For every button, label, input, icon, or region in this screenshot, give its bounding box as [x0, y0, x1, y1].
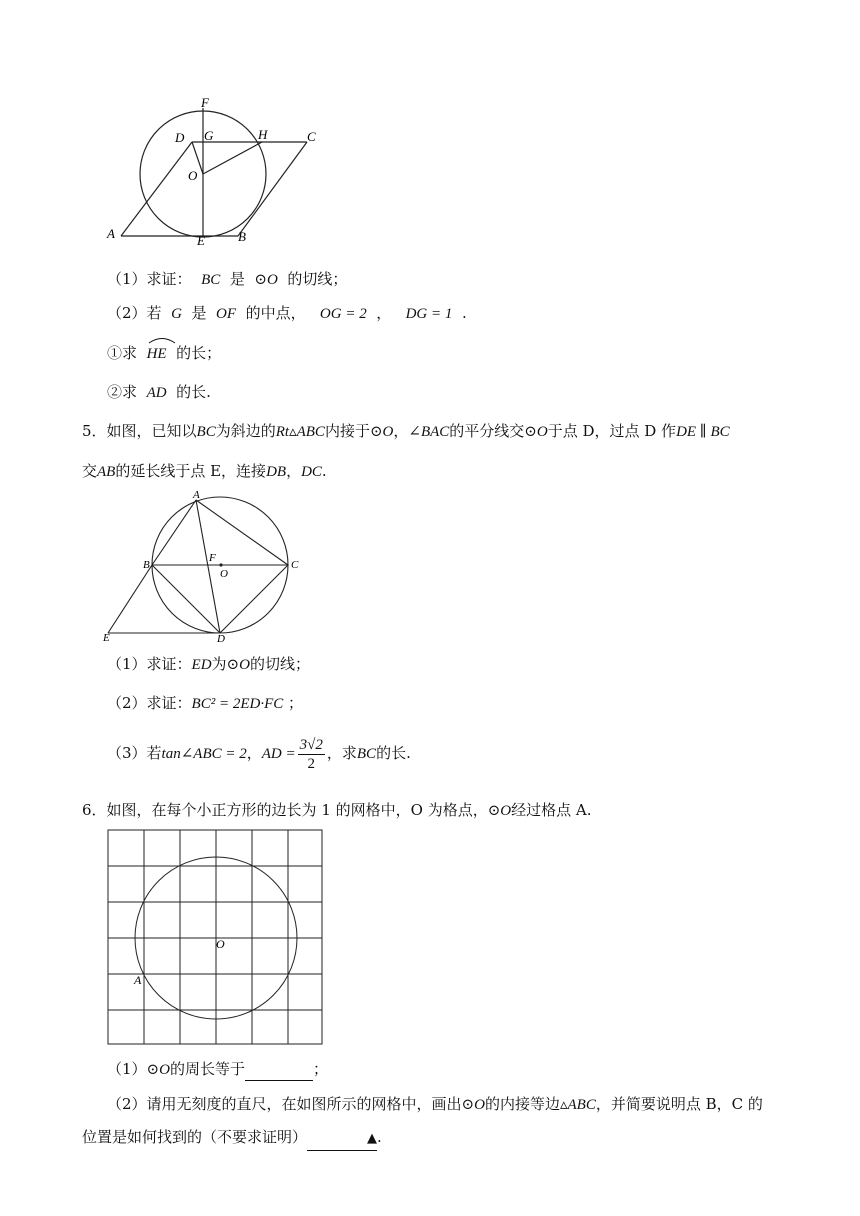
q5-stem-line2: 交AB的延长线于点 E，连接DB，DC.: [82, 462, 327, 480]
label-a: A: [107, 226, 115, 241]
q6-part2-cont: 位置是如何找到的（不要求证明） ▲.: [82, 1126, 382, 1151]
q4-part2: （2）若 G 是 OF 的中点， OG = 2 ， DG = 1 .: [107, 304, 467, 322]
label-g: G: [204, 128, 214, 143]
label-a-q5: A: [193, 489, 200, 501]
label-a-q6: A: [134, 973, 142, 987]
q4-sub1: ①求 HE 的长；: [107, 342, 221, 365]
q5-stem-line1: 5．如图，已知以BC为斜边的Rt▵ABC内接于⊙O，∠BAC的平分线交⊙O于点 D，过点 D 作DE ∥ BC: [82, 422, 730, 440]
label-f: F: [201, 95, 209, 110]
label-d: D: [175, 130, 185, 145]
label-o: O: [188, 168, 198, 183]
q5-part1: （1）求证：ED为⊙O的切线；: [107, 655, 310, 673]
label-e-q5: E: [103, 632, 110, 644]
segment-ad: [121, 142, 192, 236]
label-b-q5: B: [143, 559, 150, 571]
label-c: C: [307, 129, 316, 144]
figure-q6-grid: [0, 825, 860, 1055]
label-c-q5: C: [291, 559, 299, 571]
label-h: H: [258, 127, 268, 142]
label-o-q5: O: [220, 568, 228, 580]
q5-part3: （3）若tan∠ABC = 2，AD = $\frac{3√2}{2}$ ，求BC的长.: [107, 736, 411, 772]
q6-part1: （1）⊙O的周长等于 ；: [107, 1058, 328, 1081]
segment-oh: [203, 142, 262, 174]
label-e: E: [197, 233, 205, 248]
figure-q4: [0, 0, 860, 260]
label-d-q5: D: [217, 633, 225, 645]
label-f-q5: F: [209, 552, 216, 564]
q4-part1: （1）求证： BC 是 ⊙O 的切线；: [107, 270, 348, 288]
figure-q5: [0, 485, 860, 645]
q6-stem: 6．如图，在每个小正方形的边长为 1 的网格中，O 为格点，⊙O经过格点 A.: [82, 801, 592, 819]
segment-ab: [152, 500, 196, 565]
label-o-q6: O: [216, 937, 225, 951]
label-b: B: [238, 229, 246, 244]
answer-blank-1[interactable]: [245, 1058, 313, 1081]
answer-blank-2[interactable]: ▲: [307, 1126, 377, 1151]
fraction-ad: $\frac{3√2}{2}$: [299, 736, 323, 772]
segment-cd: [220, 565, 288, 633]
segment-cb: [238, 142, 307, 236]
q4-sub2: ②求 AD 的长.: [107, 383, 211, 401]
q5-part2: （2）求证：BC² = 2ED·FC ；: [107, 694, 304, 712]
q6-part2: （2）请用无刻度的直尺，在如图所示的网格中，画出⊙O的内接等边▵ABC，并简要说明点 B，C 的: [107, 1095, 763, 1113]
segment-eb: [108, 565, 152, 633]
